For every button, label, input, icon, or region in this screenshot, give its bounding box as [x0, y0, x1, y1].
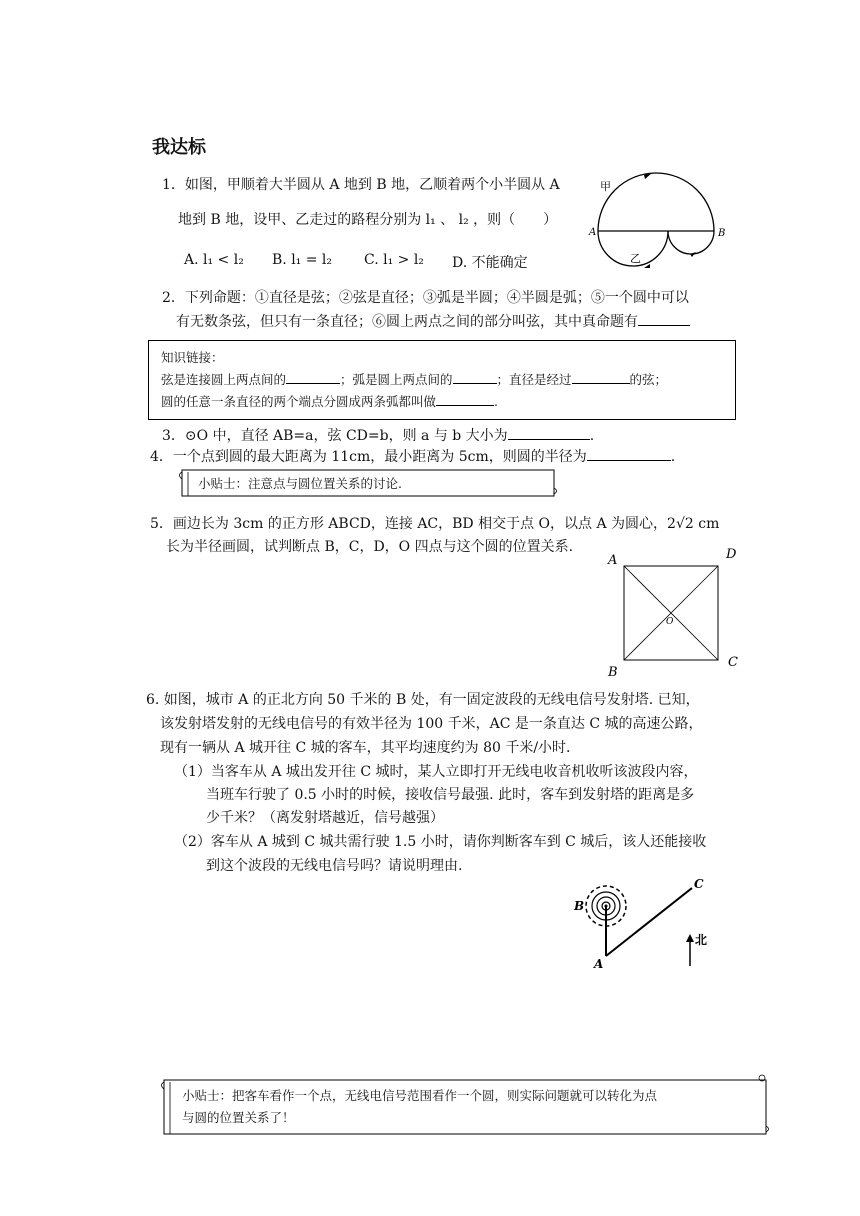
q3-end: .	[589, 428, 595, 444]
q4-answer-blank[interactable]	[587, 446, 671, 461]
q1-fig-label-a: A	[589, 227, 597, 238]
q6-line2: 该发射塔发射的无线电信号的有效半径为 100 千米，AC 是一条直达 C 城的高速公路，	[160, 716, 703, 732]
q2-line1: 2．下列命题：①直径是弦；②弦是直径；③弧是半圆；④半圆是弧；⑤一个圆中可以	[162, 290, 689, 306]
q6-part2-line1: （2）客车从 A 城到 C 城共需行驶 1.5 小时，请你判断客车到 C 城后，该人还能接收	[174, 834, 707, 850]
tip1-text: 小贴士：注意点与圆位置关系的讨论.	[198, 476, 402, 491]
q4-text: 4．一个点到圆的最大距离为 11cm，最小距离为 5cm，则圆的半径为	[150, 449, 587, 465]
q6-label-c: C	[694, 877, 704, 891]
q1-fig-label-yi: 乙	[630, 252, 641, 265]
q5-label-o: O	[666, 617, 674, 627]
q5-line2: 长为半径画圆，试判断点 B，C，D，O 四点与这个圆的位置关系.	[166, 539, 574, 555]
q5-line1: 5．画边长为 3cm 的正方形 ABCD，连接 AC，BD 相交于点 O，以点 A 为圆心，2√2 cm	[150, 516, 720, 532]
q6-line1: 6. 如图，城市 A 的正北方向 50 千米的 B 处，有一固定波段的无线电信号发射塔. 已知，	[146, 692, 700, 708]
knowledge-blank-3[interactable]	[572, 369, 630, 384]
knowledge-link-box	[148, 340, 736, 420]
q5-label-c: C	[728, 655, 738, 670]
q5-square-figure	[600, 544, 746, 680]
q1-option-a: A. l₁ < l₂	[184, 252, 244, 268]
knowledge-text-arc: ；弧是圆上两点间的	[340, 372, 453, 387]
knowledge-line2	[161, 391, 498, 413]
knowledge-blank-4[interactable]	[436, 391, 494, 406]
q6-label-a: A	[594, 957, 604, 971]
q6-label-b: B	[574, 899, 585, 913]
knowledge-text-semicircle: 圆的任意一条直径的两个端点分圆成两条弧都叫做	[161, 394, 437, 409]
q1-option-c: C. l₁ > l₂	[364, 252, 424, 268]
q2-line2-text: 有无数条弦，但只有一条直径；⑥圆上两点之间的部分叫弦，其中真命题有	[176, 314, 638, 330]
q1-semicircle-figure	[586, 168, 736, 268]
section-title: 我达标	[152, 137, 206, 158]
q3-answer-blank[interactable]	[508, 425, 590, 440]
knowledge-text-chord-end: 的弦；	[629, 372, 668, 387]
q1-option-d: D. 不能确定	[452, 255, 528, 271]
tip2-scroll-frame	[156, 1072, 774, 1140]
q6-line3: 现有一辆从 A 城开往 C 城的客车，其平均速度约为 80 千米/小时.	[160, 740, 571, 756]
q4-end: .	[670, 449, 676, 465]
q6-part1-line3: 少千米？（离发射塔越近，信号越强）	[206, 810, 444, 826]
q5-label-d: D	[726, 547, 737, 562]
q1-fig-label-b: B	[718, 228, 726, 239]
q5-label-a: A	[608, 553, 618, 568]
q5-label-b: B	[608, 665, 618, 680]
knowledge-blank-2[interactable]	[453, 369, 497, 384]
knowledge-blank-1[interactable]	[286, 369, 340, 384]
q6-label-north: 北	[695, 933, 708, 947]
q1-fig-label-jia: 甲	[600, 180, 611, 193]
q1-option-b: B. l₁ = l₂	[272, 252, 332, 268]
knowledge-heading: 知识链接：	[161, 350, 224, 365]
knowledge-line1	[161, 369, 667, 391]
q2-answer-blank[interactable]	[638, 311, 690, 326]
q2-line2	[176, 311, 690, 332]
knowledge-text-end: .	[494, 394, 498, 409]
q3-text: 3．⊙O 中，直径 AB=a，弦 CD=b，则 a 与 b 大小为	[162, 428, 508, 444]
knowledge-text-chord: 弦是连接圆上两点间的	[161, 372, 287, 387]
knowledge-text-diameter: ；直径是经过	[496, 372, 572, 387]
q6-part1-line2: 当班车行驶了 0.5 小时的时候，接收信号最强. 此时，客车到发射塔的距离是多	[206, 787, 695, 803]
q4-line	[150, 446, 675, 467]
q6-part1-line1: （1）当客车从 A 城出发开往 C 城时，某人立即打开无线电收音机收听该波段内容，	[174, 764, 698, 780]
q1-line1: 1．如图，甲顺着大半圆从 A 地到 B 地，乙顺着两个小半圆从 A	[162, 177, 560, 193]
q6-part2-line2: 到这个波段的无线电信号吗？请说明理由.	[206, 858, 463, 874]
q1-line2: 地到 B 地，设甲、乙走过的路程分别为 l₁ 、 l₂ ，则（ ）	[178, 212, 558, 228]
tip2-line1: 小贴士：把客车看作一个点，无线电信号范围看作一个圆，则实际问题就可以转化为点	[182, 1088, 658, 1103]
q3-line	[162, 425, 594, 446]
q6-map-figure	[566, 874, 726, 974]
tip2-line2: 与圆的位置关系了！	[182, 1110, 295, 1125]
